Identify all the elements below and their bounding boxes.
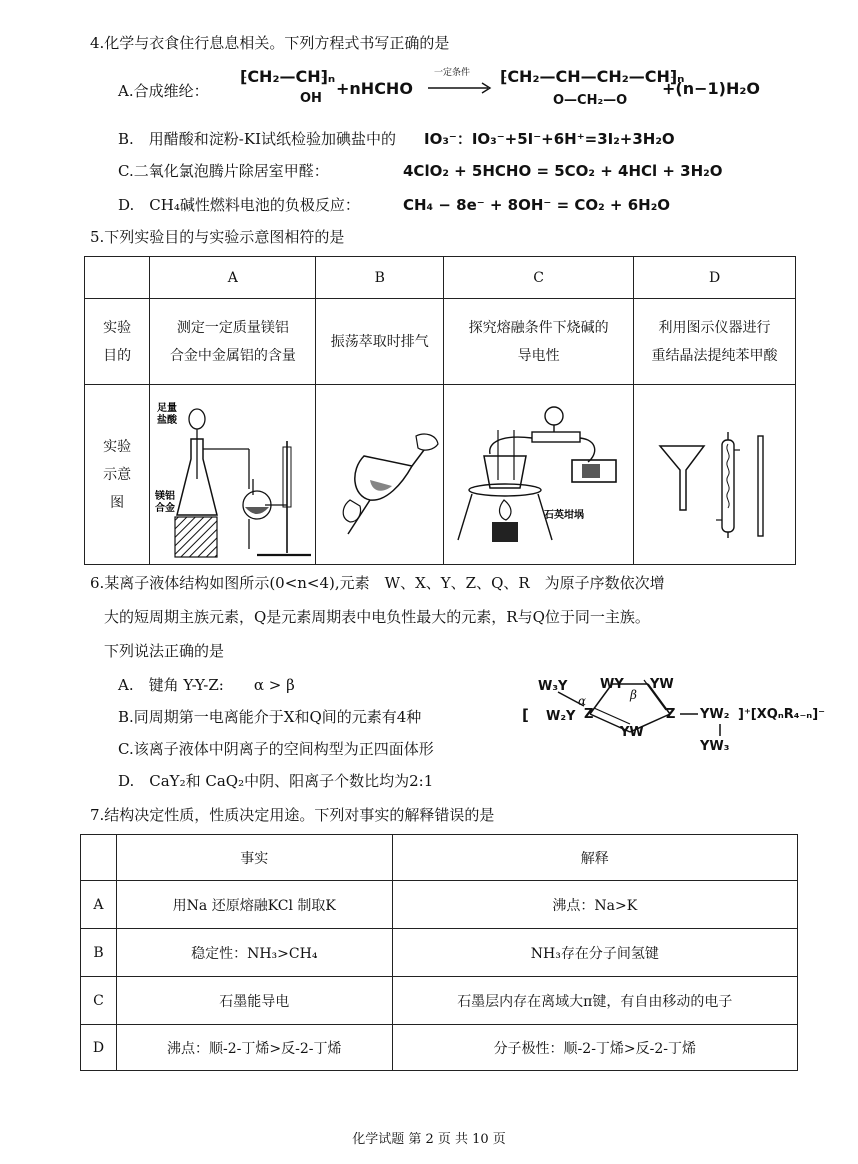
funnel-condenser-rod-icon	[640, 410, 790, 540]
separatory-funnel-icon	[320, 410, 440, 540]
molten-conductivity-apparatus-icon	[448, 390, 630, 560]
q5-row-label	[85, 299, 150, 385]
q5-header-cell: B	[316, 257, 444, 299]
struct-beta: β	[630, 688, 637, 702]
q5-stem: 5.下列实验目的与实验示意图相符的是	[90, 228, 345, 246]
q4-a-ring: O—CH₂—O	[553, 93, 628, 108]
q6-stem: 大的短周期主族元素，Q是元素周期表中电负性最大的元素，R与Q位于同一主族。	[104, 608, 650, 626]
row-key: C	[81, 977, 117, 1025]
label-line: 目的	[103, 347, 132, 364]
q5-purpose-a	[150, 299, 316, 385]
q6-stem: 6.某离子液体结构如图所示(0<n<4),元素 W、X、Y、Z、Q、R 为原子序数依次增	[90, 574, 665, 592]
struct-anion: ]⁺[XQₙR₄₋ₙ]⁻	[738, 707, 826, 722]
row-fact: 用Na 还原熔融KCl 制取K	[116, 881, 392, 929]
q6-stem: 下列说法正确的是	[104, 642, 225, 660]
struct-w3y: W₃Y	[538, 679, 568, 694]
struct-z1: Z	[584, 707, 594, 722]
q4-d-formula: CH₄ − 8e⁻ + 8OH⁻ = CO₂ + 6H₂O	[403, 196, 671, 214]
q5-purpose-row	[85, 299, 796, 385]
table-row	[81, 929, 798, 977]
q7-header-cell: 事实	[116, 835, 392, 881]
q7-header-row	[81, 835, 798, 881]
fig-label: 盐酸	[156, 414, 177, 426]
q5-row-label	[85, 385, 150, 565]
q5-figure-row	[85, 385, 796, 565]
q5-figure-b	[316, 385, 444, 565]
struct-yw2: YW₂	[700, 707, 730, 722]
fig-label: 足量	[156, 402, 177, 414]
table-row	[81, 881, 798, 929]
q5-purpose-b	[316, 299, 444, 385]
text-line: 重结晶法提纯苯甲酸	[651, 347, 778, 364]
row-reason: 沸点：Na>K	[392, 881, 797, 929]
q4-b-label: B. 用醋酸和淀粉-KI试纸检验加碘盐中的	[118, 130, 396, 148]
struct-bracket: [	[522, 706, 529, 724]
fig-label: 镁铝	[154, 490, 175, 502]
q5-header-cell	[85, 257, 150, 299]
q4-c-formula: 4ClO₂ + 5HCHO = 5CO₂ + 4HCl + 3H₂O	[403, 162, 723, 180]
q4-b-formula: IO₃⁻：IO₃⁻+5I⁻+6H⁺=3I₂+3H₂O	[424, 130, 675, 148]
row-key: A	[81, 881, 117, 929]
q5-table	[84, 256, 796, 565]
text-line: 测定一定质量镁铝	[176, 319, 289, 336]
table-row	[81, 977, 798, 1025]
struct-yw-top: YW	[650, 677, 674, 692]
q7-table	[80, 834, 798, 1071]
text-line: 探究熔融条件下烧碱的	[468, 319, 609, 336]
q5-purpose-c	[444, 299, 634, 385]
table-row	[81, 1025, 798, 1071]
q5-header-cell: C	[444, 257, 634, 299]
q4-a-water: +(n−1)H₂O	[662, 79, 760, 98]
gas-collection-apparatus-icon	[153, 389, 313, 561]
label-line: 示意	[103, 466, 132, 483]
q5-purpose-d	[634, 299, 796, 385]
struct-w2y: W₂Y	[546, 709, 576, 724]
label-line: 实验	[103, 438, 132, 455]
q4-a-condition: 一定条件	[434, 68, 471, 78]
q4-c-label: C.二氧化氯泡腾片除居室甲醛：	[118, 162, 329, 180]
label-line: 图	[110, 494, 125, 511]
q4-a-label: A.合成维纶：	[118, 82, 209, 100]
fig-label: 合金	[154, 502, 175, 514]
q7-stem: 7.结构决定性质，性质决定用途。下列对事实的解释错误的是	[90, 806, 495, 824]
struct-alpha: α	[578, 694, 587, 708]
q7-header-cell: 解释	[392, 835, 797, 881]
q5-figure-c	[444, 385, 634, 565]
q6-option-a: A. 键角 Y-Y-Z: α > β	[118, 676, 295, 694]
q4-a-oh: OH	[300, 91, 322, 106]
row-fact: 稳定性：NH₃>CH₄	[116, 929, 392, 977]
q4-a-formula-left: ⁅CH₂—CH⁆ₙ	[240, 67, 336, 86]
q4-stem: 4.化学与衣食住行息息相关。下列方程式书写正确的是	[90, 34, 450, 52]
row-reason: 分子极性：顺-2-丁烯>反-2-丁烯	[392, 1025, 797, 1071]
q4-a-reagent: +nHCHO	[336, 79, 413, 98]
q6-option-d: D. CaY₂和 CaQ₂中阴、阳离子个数比均为2:1	[118, 772, 434, 790]
text-line: 振荡萃取时排气	[330, 333, 429, 350]
page-footer: 化学试题 第 2 页 共 10 页	[352, 1132, 506, 1147]
text-line: 合金中金属铝的含量	[169, 347, 296, 364]
q4-a-formula-right: ⁅CH₂—CH—CH₂—CH⁆ₙ	[500, 67, 685, 86]
text-line: 利用图示仪器进行	[658, 319, 771, 336]
q7-header-cell	[81, 835, 117, 881]
q5-header-row	[85, 257, 796, 299]
reaction-arrow-icon	[428, 82, 494, 94]
row-reason: 石墨层内存在离域大π键，有自由移动的电子	[392, 977, 797, 1025]
label-line: 实验	[103, 319, 132, 336]
row-key: B	[81, 929, 117, 977]
struct-yw-bottom: YW	[620, 725, 644, 740]
q6-option-b: B.同周期第一电离能介于X和Q间的元素有4种	[118, 708, 422, 726]
fig-label: 石英坩埚	[543, 509, 584, 521]
row-fact: 沸点：顺-2-丁烯>反-2-丁烯	[116, 1025, 392, 1071]
struct-wy: WY	[600, 677, 624, 692]
q5-header-cell: D	[634, 257, 796, 299]
q5-figure-a	[150, 385, 316, 565]
q5-header-cell: A	[150, 257, 316, 299]
q6-option-c: C.该离子液体中阴离子的空间构型为正四面体形	[118, 740, 434, 758]
struct-yw3: YW₃	[700, 739, 730, 754]
row-reason: NH₃存在分子间氢键	[392, 929, 797, 977]
text-line: 导电性	[517, 347, 560, 364]
struct-z2: Z	[666, 707, 676, 722]
row-key: D	[81, 1025, 117, 1071]
row-fact: 石墨能导电	[116, 977, 392, 1025]
q5-figure-d	[634, 385, 796, 565]
q4-d-label: D. CH₄碱性燃料电池的负极反应：	[118, 196, 360, 214]
